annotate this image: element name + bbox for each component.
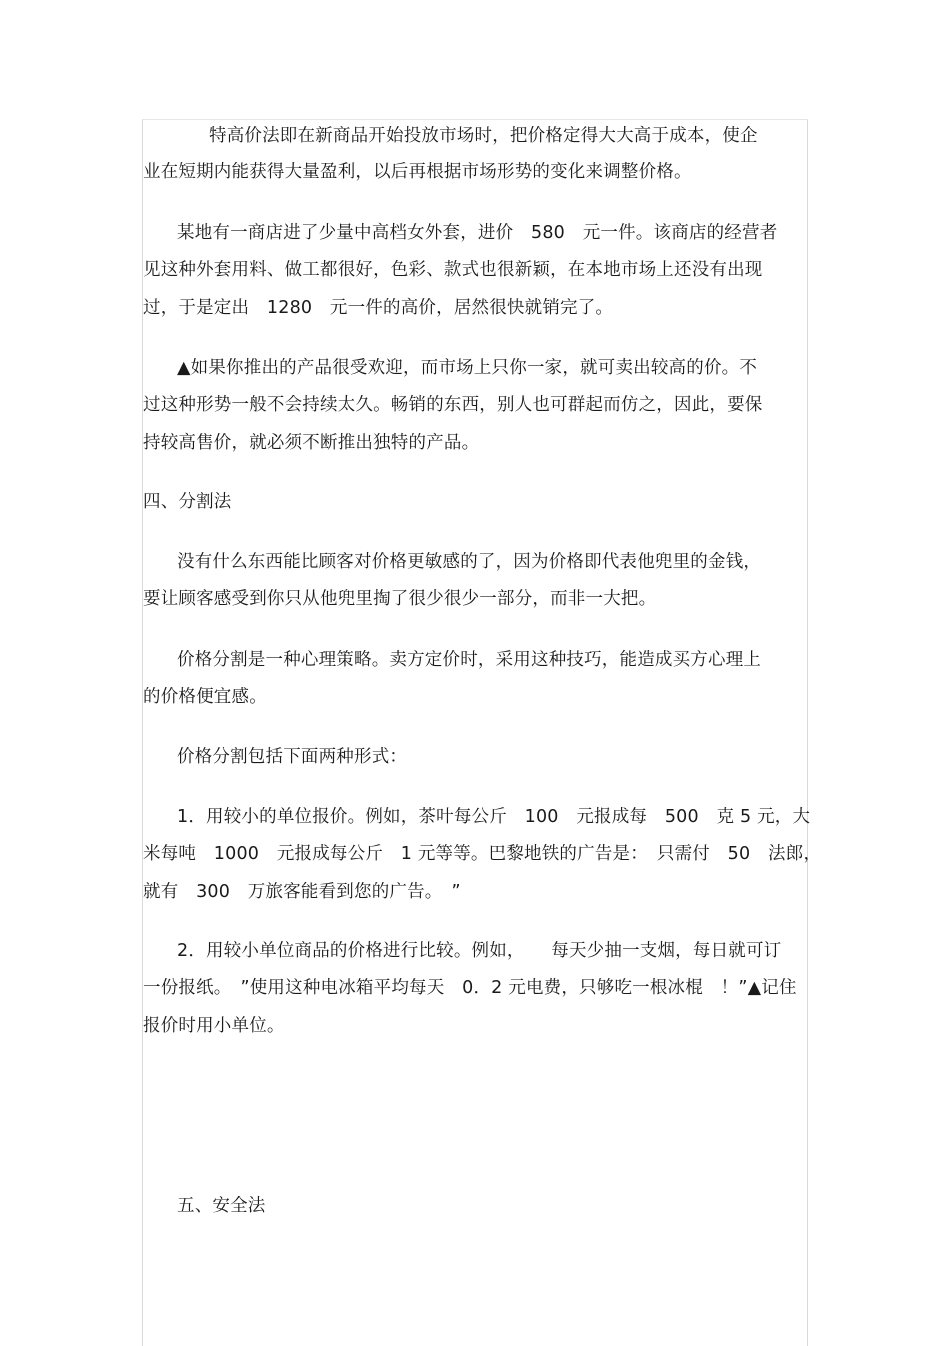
text-line: 一份报纸。 ”使用这种电冰箱平均每天 0．2 元电费，只够吃一根冰棍 ！”▲记住 — [143, 978, 797, 998]
text-line: 就有 300 万旅客能看到您的广告。 ” — [143, 882, 461, 902]
section-heading: 五、安全法 — [177, 1196, 266, 1216]
section-heading: 四、分割法 — [143, 492, 232, 512]
text-line: 报价时用小单位。 — [143, 1016, 285, 1036]
text-line: 某地有一商店进了少量中高档女外套，进价 580 元一件。该商店的经营者 — [177, 223, 778, 243]
text-line: ▲如果你推出的产品很受欢迎，而市场上只你一家，就可卖出较高的价。不 — [177, 358, 758, 378]
text-line: 过，于是定出 1280 元一件的高价，居然很快就销完了。 — [143, 298, 614, 318]
text-line: 业在短期内能获得大量盈利，以后再根据市场形势的变化来调整价格。 — [143, 162, 692, 182]
text-line: 特高价法即在新商品开始投放市场时，把价格定得大大高于成本，使企 — [209, 126, 758, 146]
text-line: 米每吨 1000 元报成每公斤 1 元等等。巴黎地铁的广告是： 只需付 50 法郎， — [143, 844, 822, 864]
text-line: 过这种形势一般不会持续太久。畅销的东西，别人也可群起而仿之，因此，要保 — [143, 395, 763, 415]
text-line: 价格分割包括下面两种形式： — [177, 747, 408, 767]
text-line: 的价格便宜感。 — [143, 687, 267, 707]
text-line: 要让顾客感受到你只从他兜里掏了很少很少一部分，而非一大把。 — [143, 589, 657, 609]
text-line: 价格分割是一种心理策略。卖方定价时，采用这种技巧，能造成买方心理上 — [177, 650, 762, 670]
text-line: 1．用较小的单位报价。例如，茶叶每公斤 100 元报成每 500 克 5 元，大 — [177, 807, 811, 827]
text-line: 2．用较小单位商品的价格进行比较。例如， 每天少抽一支烟，每日就可订 — [177, 941, 782, 961]
text-line: 见这种外套用料、做工都很好，色彩、款式也很新颖，在本地市场上还没有出现 — [143, 260, 763, 280]
text-line: 持较高售价，就必须不断推出独特的产品。 — [143, 433, 480, 453]
text-line: 没有什么东西能比顾客对价格更敏感的了，因为价格即代表他兜里的金钱， — [177, 552, 762, 572]
